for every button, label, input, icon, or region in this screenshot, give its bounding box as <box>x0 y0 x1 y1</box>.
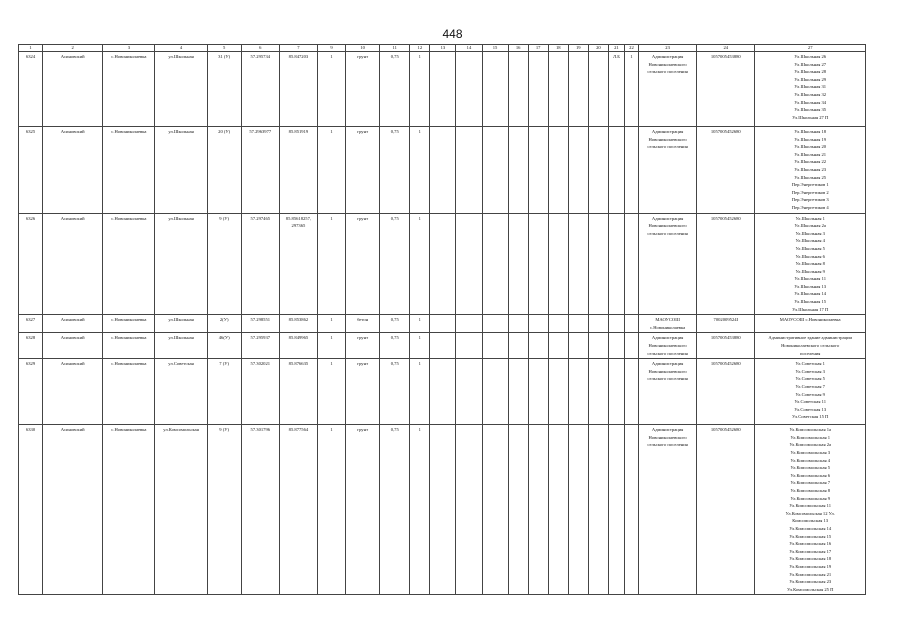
served-object-line: Административное здание администрации <box>768 335 852 341</box>
column-header: 12 <box>410 45 430 52</box>
table-cell: 1 <box>410 213 430 315</box>
table-cell <box>456 359 482 425</box>
table-cell <box>608 213 624 315</box>
table-cell: Асиновский <box>43 127 103 214</box>
served-object-line: Ул.Советская 7 <box>795 384 825 389</box>
table-cell <box>624 127 638 214</box>
served-object-line: Ул.Школьная 15 <box>794 299 827 305</box>
table-cell <box>508 333 528 359</box>
column-header: 21 <box>608 45 624 52</box>
table-cell: 9 (У) <box>207 213 241 315</box>
served-object-line: Ул.Школьная 3 <box>795 230 825 236</box>
table-cell: МАОУСОШ с.Новониколаевка <box>638 315 696 333</box>
served-object-line: Ул.Школьная 2а <box>794 223 826 229</box>
table-cell: 85.851919 <box>279 127 317 214</box>
served-object-line: Ул.Школьная 27 П <box>792 114 829 120</box>
served-object-line: Ул.Школьная 11 <box>794 276 826 282</box>
served-object-line: Ул.Школьная 29 <box>794 76 827 82</box>
table-cell <box>624 213 638 315</box>
page-number: 448 <box>442 27 463 41</box>
table-cell: ул.Школьная <box>155 213 207 315</box>
column-header: 10 <box>346 45 380 52</box>
table-cell: грунт <box>346 213 380 315</box>
table-cell <box>430 127 456 214</box>
table-cell <box>456 333 482 359</box>
table-cell: Асиновский <box>43 213 103 315</box>
served-object-line: Комсомольская 13 <box>792 518 829 524</box>
table-cell: грунт <box>346 359 380 425</box>
column-header: 13 <box>430 45 456 52</box>
table-cell <box>608 333 624 359</box>
table-cell: ул.Школьная <box>155 333 207 359</box>
table-cell: 57.295734 <box>241 52 279 127</box>
served-objects-cell <box>755 127 866 214</box>
column-header: 20 <box>588 45 608 52</box>
column-header: 18 <box>548 45 568 52</box>
served-object-line: Ул.Школьная 23 <box>794 166 827 172</box>
table-cell: грунт <box>346 333 380 359</box>
table-cell: 1 <box>410 333 430 359</box>
served-objects-cell <box>755 333 866 359</box>
table-cell <box>456 315 482 333</box>
table-cell: 1057005452680 <box>697 359 755 425</box>
table-cell: 6329 <box>19 359 43 425</box>
table-cell: 1057005452680 <box>697 127 755 214</box>
column-header: 19 <box>568 45 588 52</box>
table-cell: 85.876635 <box>279 359 317 425</box>
served-object-line: Ул.Школьная 35 <box>794 107 827 113</box>
table-cell: 85.877564 <box>279 425 317 595</box>
served-object-line: Ул.Школьная 9 <box>795 268 825 274</box>
table-cell: Администрация Новониколаевского сельского поселения <box>638 425 696 595</box>
table-cell: 0,75 <box>380 52 410 127</box>
table-cell: 85.847203 <box>279 52 317 127</box>
served-object-line: Ул.Школьная 32 <box>794 91 827 97</box>
served-objects-cell <box>755 213 866 315</box>
served-object-line: Ул.Школьная 4 <box>795 238 825 244</box>
served-object-line: Ул.Комсомольская 6 <box>790 472 831 478</box>
served-object-line: Ул.Школьная 26 <box>794 54 827 59</box>
table-cell <box>608 127 624 214</box>
table-cell: 0,75 <box>380 213 410 315</box>
table-cell: Л.Б <box>608 52 624 127</box>
column-header: 22 <box>624 45 638 52</box>
table-cell: 1057005452680 <box>697 213 755 315</box>
table-cell: 31 (У) <box>207 52 241 127</box>
served-object-line: Ул.Советская 5 <box>795 376 825 382</box>
table-cell: 7 (У) <box>207 359 241 425</box>
table-cell <box>456 52 482 127</box>
table-cell: 1 <box>317 213 345 315</box>
table-cell: с.Новониколаевка <box>103 333 155 359</box>
column-header: 14 <box>456 45 482 52</box>
served-object-line: Новониколаевского сельского <box>781 343 840 349</box>
served-object-line: Ул.Школьная 14 <box>794 291 827 297</box>
served-object-line: Ул.Школьная 8 <box>795 261 825 267</box>
column-header: 7 <box>279 45 317 52</box>
served-object-line: Ул.Комсомольская 17 <box>789 548 832 554</box>
table-cell: грунт <box>346 52 380 127</box>
table-cell: 6326 <box>19 213 43 315</box>
column-header: 4 <box>155 45 207 52</box>
served-object-line: Ул.Советская 9 <box>795 391 825 397</box>
table-cell <box>508 213 528 315</box>
table-cell: 85.85618257, 297365 <box>279 213 317 315</box>
table-cell <box>588 425 608 595</box>
table-cell: Администрация Новониколаевского сельского поселения <box>638 213 696 315</box>
table-cell: 1 <box>317 315 345 333</box>
table-cell: 1 <box>410 425 430 595</box>
table-cell <box>508 315 528 333</box>
column-header: 27 <box>755 45 866 52</box>
table-cell <box>568 52 588 127</box>
table-cell: с.Новониколаевка <box>103 359 155 425</box>
table-cell: ул.Школьная <box>155 315 207 333</box>
table-row <box>19 425 866 595</box>
table-cell: 1 <box>624 52 638 127</box>
table-cell: Асиновский <box>43 315 103 333</box>
table-cell <box>430 315 456 333</box>
served-object-line: Ул.Школьная 21 <box>794 151 827 157</box>
table-cell: с.Новониколаевка <box>103 127 155 214</box>
table-cell <box>508 359 528 425</box>
table-cell <box>568 359 588 425</box>
served-object-line: Ул.Школьная 13 <box>794 283 827 289</box>
table-cell: ул.Школьная <box>155 127 207 214</box>
served-object-line: Ул.Советская 13 <box>794 406 827 412</box>
served-object-line: Ул.Советская 1 <box>795 361 825 367</box>
table-cell <box>624 359 638 425</box>
served-object-line: Ул.Комсомольская 16 <box>789 541 832 547</box>
table-row <box>19 359 866 425</box>
table-cell <box>482 127 508 214</box>
served-object-line: Ул.Советская 3 <box>795 368 825 374</box>
table-cell: ул.Школьная <box>155 52 207 127</box>
table-cell <box>456 213 482 315</box>
served-object-line: Ул.Школьная 17 П <box>792 306 829 312</box>
served-object-line: Ул.Комсомольская 5 <box>790 465 831 471</box>
table-cell <box>482 425 508 595</box>
served-object-line: Ул.Комсомольская 9 <box>790 495 831 501</box>
served-object-line: Пер.Энергетиков 3 <box>791 197 829 203</box>
table-cell: 1 <box>410 359 430 425</box>
column-header: 11 <box>380 45 410 52</box>
table-cell: 57.302021 <box>241 359 279 425</box>
table-cell: Администрация Новониколаевского сельского поселения <box>638 52 696 127</box>
table-cell: 1 <box>317 359 345 425</box>
table-cell: 6327 <box>19 315 43 333</box>
table-cell: бетон <box>346 315 380 333</box>
column-header: 17 <box>528 45 548 52</box>
table-cell: Асиновский <box>43 425 103 595</box>
served-object-line: Ул.Комсомольская 1а <box>789 427 832 433</box>
table-cell: Администрация Новониколаевского сельского поселения <box>638 127 696 214</box>
table-cell <box>528 52 548 127</box>
served-object-line: Ул.Школьная 22 <box>794 159 827 165</box>
table-cell: 0,75 <box>380 359 410 425</box>
table-cell <box>430 425 456 595</box>
table-row <box>19 333 866 359</box>
table-cell: 1 <box>410 127 430 214</box>
table-cell <box>548 52 568 127</box>
table-cell: 1057005453880 <box>697 52 755 127</box>
table-cell <box>528 213 548 315</box>
served-object-line: Ул.Комсомольская 8 <box>790 487 831 493</box>
table-cell <box>588 315 608 333</box>
table-cell <box>624 333 638 359</box>
table-cell <box>482 213 508 315</box>
served-objects-cell <box>755 52 866 127</box>
table-cell <box>548 127 568 214</box>
table-cell <box>624 425 638 595</box>
column-header: 2 <box>43 45 103 52</box>
table-cell: Асиновский <box>43 359 103 425</box>
table-cell: 46(У) <box>207 333 241 359</box>
served-object-line: Ул.Школьная 6 <box>795 253 825 259</box>
served-object-line: Ул.Школьная 19 <box>794 136 827 142</box>
table-cell <box>608 315 624 333</box>
table-row <box>19 315 866 333</box>
served-object-line: Ул.Школьная 31 <box>794 84 827 90</box>
served-object-line: поселения <box>800 350 821 356</box>
table-cell: с.Новониколаевка <box>103 425 155 595</box>
table-cell: грунт <box>346 425 380 595</box>
served-object-line: Пер.Энергетиков 1 <box>791 182 829 188</box>
register-table <box>18 44 866 595</box>
served-object-line: Ул.Комсомольская 21 <box>789 571 832 577</box>
table-cell: 6324 <box>19 52 43 127</box>
table-cell <box>588 213 608 315</box>
table-cell: 6330 <box>19 425 43 595</box>
served-object-line: Ул.Комсомольская 18 <box>789 556 832 562</box>
table-cell: 6328 <box>19 333 43 359</box>
table-cell: Асиновский <box>43 333 103 359</box>
table-cell <box>528 333 548 359</box>
table-cell: 2(У) <box>207 315 241 333</box>
table-cell <box>548 333 568 359</box>
served-object-line: Ул.Советская 15 П <box>792 414 829 420</box>
table-cell: 6325 <box>19 127 43 214</box>
served-object-line: Ул.Комсомольская 4 <box>790 457 831 463</box>
table-row <box>19 127 866 214</box>
column-header: 5 <box>207 45 241 52</box>
column-header: 1 <box>19 45 43 52</box>
table-cell: 57.298551 <box>241 315 279 333</box>
table-cell <box>588 333 608 359</box>
table-cell: 9 (У) <box>207 425 241 595</box>
served-object-line: Ул.Школьная 34 <box>794 99 827 105</box>
table-cell <box>568 213 588 315</box>
served-object-line: Ул.Комсомольская 3 <box>790 450 831 455</box>
table-cell <box>624 315 638 333</box>
table-cell <box>482 359 508 425</box>
table-cell <box>508 52 528 127</box>
served-object-line: Ул.Советская 11 <box>794 399 827 405</box>
table-cell <box>548 315 568 333</box>
served-object-line: Ул.Комсомольская 2а <box>789 442 832 448</box>
table-cell <box>588 359 608 425</box>
table-cell <box>608 359 624 425</box>
table-cell: 1 <box>317 425 345 595</box>
column-header: 15 <box>482 45 508 52</box>
table-cell: с.Новониколаевка <box>103 315 155 333</box>
table-cell: 1 <box>317 333 345 359</box>
table-cell <box>588 127 608 214</box>
table-cell: 1 <box>317 52 345 127</box>
table-cell: ул.Комсомольская <box>155 425 207 595</box>
header-row <box>19 45 866 52</box>
table-cell <box>482 315 508 333</box>
table-cell: 1 <box>317 127 345 214</box>
table-cell <box>456 127 482 214</box>
table-cell <box>430 52 456 127</box>
served-object-line: Ул.Школьная 5 <box>795 245 825 251</box>
column-header: 23 <box>638 45 696 52</box>
table-cell: 85.849965 <box>279 333 317 359</box>
table-cell <box>528 425 548 595</box>
served-objects-cell <box>755 315 866 333</box>
table-cell <box>430 359 456 425</box>
table-cell: 1 <box>410 52 430 127</box>
served-objects-cell <box>755 359 866 425</box>
served-object-line: Ул.Школьная 20 <box>794 144 827 150</box>
table-cell: 57.301796 <box>241 425 279 595</box>
served-objects-cell <box>755 425 866 595</box>
table-cell <box>548 359 568 425</box>
table-cell <box>430 213 456 315</box>
table-cell: Асиновский <box>43 52 103 127</box>
served-object-line: Ул.Комсомольская 11 <box>789 503 832 509</box>
table-cell <box>548 425 568 595</box>
served-object-line: Ул.Школьная 25 <box>794 174 827 180</box>
table-cell <box>528 127 548 214</box>
table-cell: с.Новониколаевка <box>103 52 155 127</box>
served-object-line: Ул.Школьная 27 <box>794 61 827 67</box>
served-object-line: Пер.Энергетиков 4 <box>791 204 829 210</box>
table-cell <box>568 425 588 595</box>
served-object-line: Пер.Энергетиков 2 <box>791 189 829 195</box>
column-header: 3 <box>103 45 155 52</box>
table-cell <box>588 52 608 127</box>
table-cell <box>508 425 528 595</box>
column-header: 9 <box>317 45 345 52</box>
served-object-line: Ул.Комсомольская 25 П <box>786 586 834 592</box>
table-cell: 57.295937 <box>241 333 279 359</box>
served-object-line: Ул.Комсомольская 14 <box>789 525 832 531</box>
table-cell <box>528 315 548 333</box>
table-cell <box>430 333 456 359</box>
served-object-line: Ул.Комсомольская 12 Ул. <box>785 510 835 516</box>
table-cell: 57.297465 <box>241 213 279 315</box>
table-cell: Администрация Новониколаевского сельского поселения <box>638 359 696 425</box>
table-row <box>19 52 866 127</box>
table-cell: с.Новониколаевка <box>103 213 155 315</box>
table-cell: 20 (У) <box>207 127 241 214</box>
table-row <box>19 213 866 315</box>
table-cell <box>528 359 548 425</box>
table-cell <box>568 333 588 359</box>
table-cell: 1 <box>410 315 430 333</box>
column-header: 16 <box>508 45 528 52</box>
table-cell <box>608 425 624 595</box>
table-cell: Администрация Новониколаевского сельского поселения <box>638 333 696 359</box>
table-cell <box>456 425 482 595</box>
served-object-line: МАОУСОШ с.Новониколаевка <box>779 317 841 323</box>
table-cell: ул.Советская <box>155 359 207 425</box>
served-object-line: Ул.Школьная 1 <box>795 215 825 221</box>
table-cell: 7002009524I <box>697 315 755 333</box>
table-cell: 0,75 <box>380 315 410 333</box>
table-cell: 1057005452680 <box>697 425 755 595</box>
served-object-line: Ул.Комсомольская 23 <box>789 579 832 585</box>
table-cell <box>508 127 528 214</box>
served-object-line: Ул.Школьная 18 <box>794 129 827 134</box>
table-cell <box>568 315 588 333</box>
table-cell: 0,75 <box>380 127 410 214</box>
table-cell <box>482 333 508 359</box>
table-cell <box>568 127 588 214</box>
served-object-line: Ул.Комсомольская 7 <box>790 480 831 486</box>
column-header: 24 <box>697 45 755 52</box>
table-cell: 0,75 <box>380 425 410 595</box>
table-cell <box>548 213 568 315</box>
table-cell: грунт <box>346 127 380 214</box>
table-cell: 57.2963977 <box>241 127 279 214</box>
table-cell: 0,75 <box>380 333 410 359</box>
served-object-line: Ул.Школьная 28 <box>794 69 827 75</box>
column-header: 6 <box>241 45 279 52</box>
table-cell <box>482 52 508 127</box>
served-object-line: Ул.Комсомольская 1 <box>790 434 831 440</box>
served-object-line: Ул.Комсомольская 19 <box>789 563 832 569</box>
table-cell: 85.853862 <box>279 315 317 333</box>
table-cell: 1057005453880 <box>697 333 755 359</box>
served-object-line: Ул.Комсомольская 15 <box>789 533 832 539</box>
